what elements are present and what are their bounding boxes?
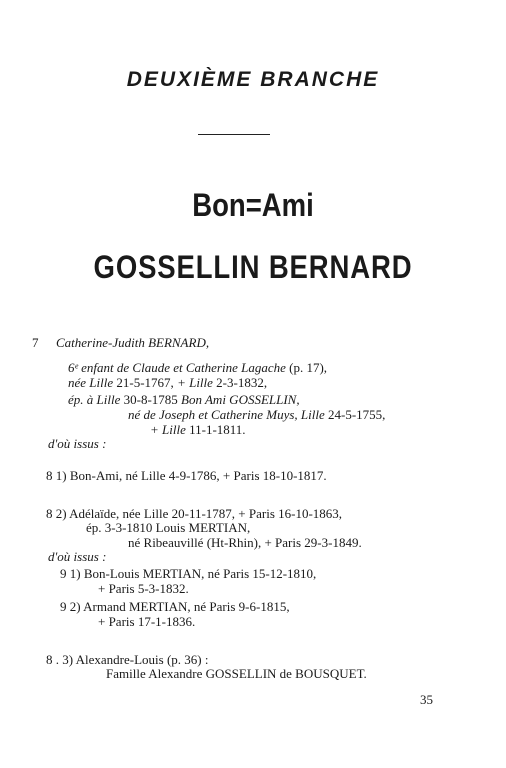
main-person-birth-death (68, 375, 267, 390)
family-title-line-2: GOSSELLIN BERNARD (93, 249, 413, 285)
grandchild-2-death: + Paris 17-1-1836. (98, 614, 196, 629)
marriage-date: 30-8-1785 (123, 392, 178, 407)
child-2-spouse-birth: né Ribeauvillé (Ht-Rhin), + Paris 29-3-1849. (128, 535, 362, 550)
child-3-family-ref: Famille Alexandre GOSSELLIN de BOUSQUET. (106, 666, 367, 681)
child-entry-3: 8 . 3) Alexandre-Louis (p. 36) : (46, 652, 209, 667)
issue-label-2: d'où issus : (48, 549, 107, 564)
death-date: 2-3-1832, (216, 375, 268, 390)
child-of-page-ref: (p. 17), (289, 360, 328, 375)
divider-rule (198, 134, 270, 135)
child-entry-2: 8 2) Adélaïde, née Lille 20-11-1787, + Paris 16-10-1863, (46, 506, 343, 521)
family-title-line-1: Bon=Ami (192, 187, 314, 223)
spouse-parents: né de Joseph et Catherine Muys, Lille (128, 407, 325, 422)
grandchild-entry-1: 9 1) Bon-Louis MERTIAN, né Paris 15-12-1810, (60, 566, 317, 581)
birth-date: 21-5-1767, (116, 375, 174, 390)
main-person-marriage (68, 392, 300, 407)
issue-label-1: d'où issus : (48, 436, 107, 451)
birth-label: née Lille (68, 375, 114, 390)
spouse-death-date: 11-1-1811. (189, 422, 246, 437)
main-person-child-of (68, 360, 327, 375)
spouse-birth-date: 24-5-1755, (328, 407, 386, 422)
grandchild-1-death: + Paris 5-3-1832. (98, 581, 189, 596)
child-entry-1: 8 1) Bon-Ami, né Lille 4-9-1786, + Paris 18-10-1817. (46, 468, 327, 483)
spouse-death-label: + Lille (150, 422, 186, 437)
marriage-spouse: Bon Ami GOSSELLIN, (181, 392, 300, 407)
spouse-death (150, 422, 246, 437)
child-2-marriage: ép. 3-3-1810 Louis MERTIAN, (86, 520, 251, 535)
main-person-name: Catherine-Judith BERNARD, (56, 335, 210, 350)
child-of-text: 6ᵉ enfant de Claude et Catherine Lagache (68, 360, 286, 375)
page-number: 35 (420, 692, 433, 707)
grandchild-entry-2: 9 2) Armand MERTIAN, né Paris 9-6-1815, (60, 599, 290, 614)
branch-heading: DEUXIÈME BRANCHE (126, 68, 380, 91)
main-generation-number: 7 (32, 335, 39, 350)
spouse-birth (128, 407, 385, 422)
death-label: + Lille (177, 375, 213, 390)
marriage-prefix: ép. à Lille (68, 392, 121, 407)
